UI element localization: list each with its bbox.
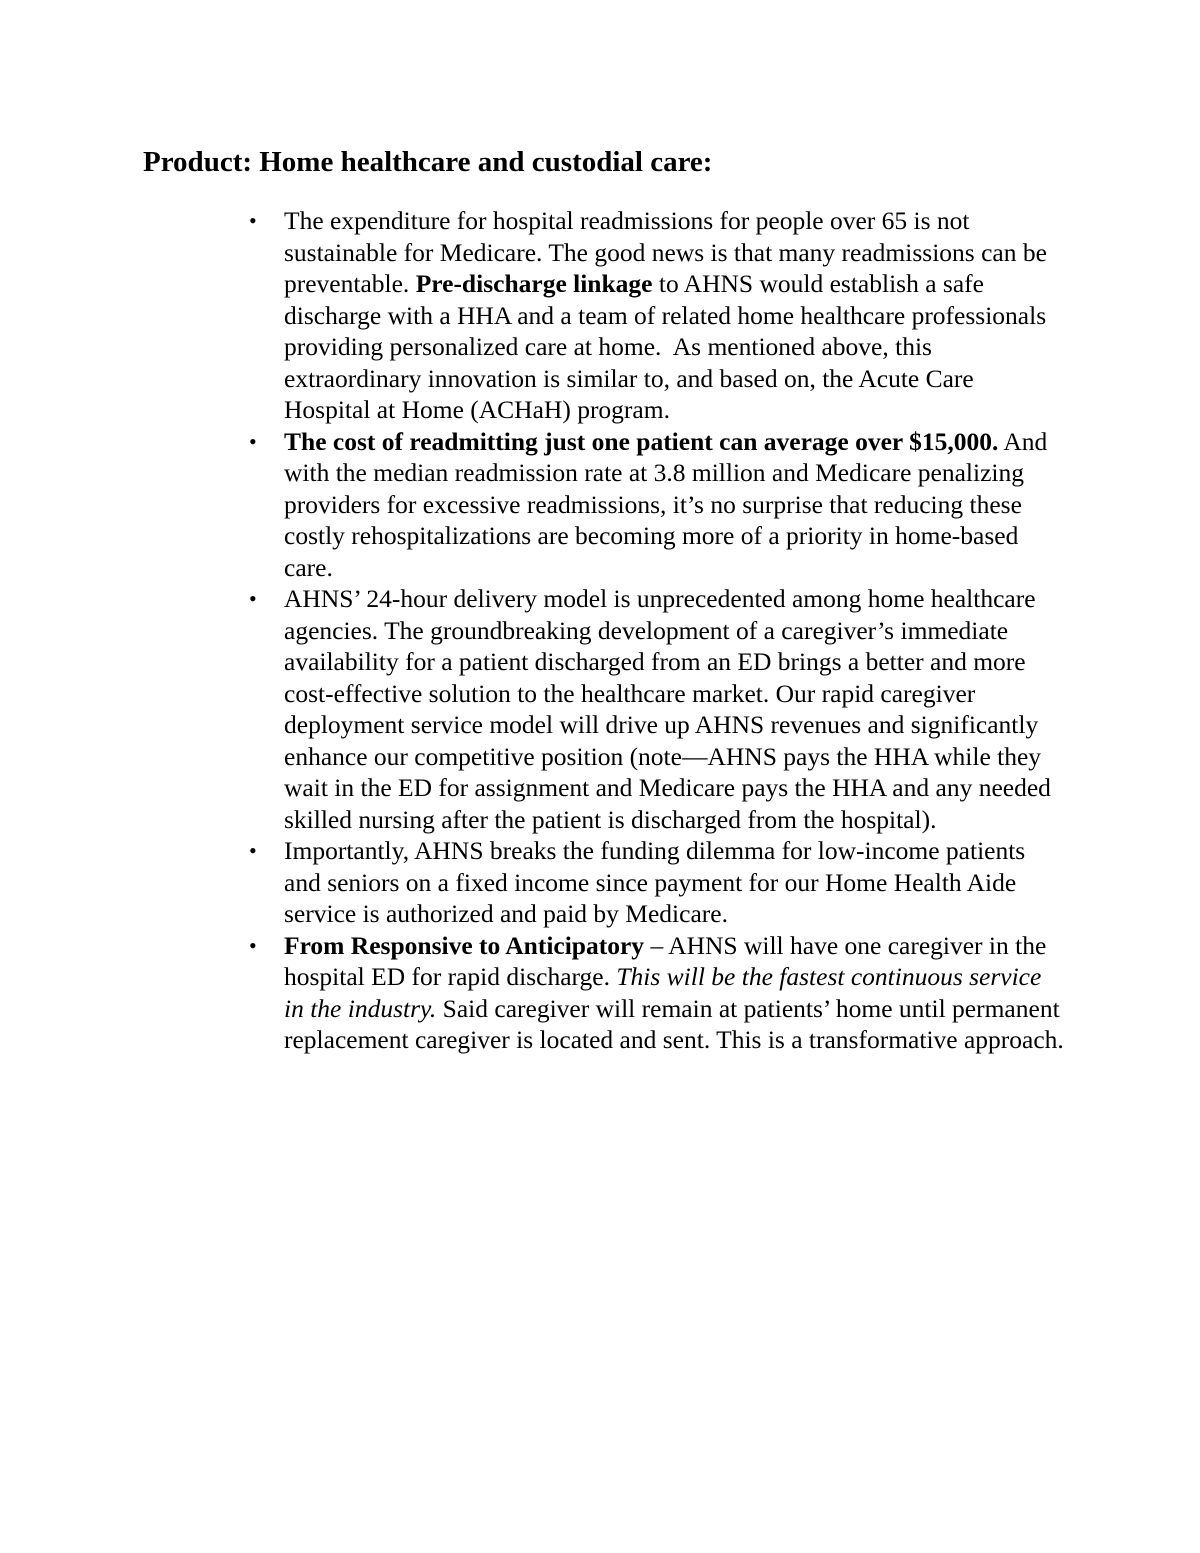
section-heading: Product: Home healthcare and custodial care: [143,146,713,178]
bullet-text [284,426,1064,584]
bullet-item-readmission-average-cost [0,426,1200,584]
bold-phrase: Pre-discharge linkage [415,269,653,298]
bullet-icon: • [249,932,257,958]
bullet-icon: • [249,586,257,611]
bold-phrase: The cost of readmitting just one patient can average over $15,000. [284,426,999,456]
bullet-item-responsive-to-anticipatory [0,930,1200,1056]
bullet-text [284,835,1064,930]
bullet-text [284,205,1064,426]
text-segment: – AHNS will have one caregiver in the hospital ED for rapid discharge. [284,930,1053,991]
bullet-item-funding-dilemma [0,835,1200,930]
bold-phrase: From Responsive to Anticipatory [284,930,645,960]
text-segment: AHNS’ 24-hour delivery model is unprecedented among home healthcare agencies. The groundbreaking development of a caregiver’s immediate availability for a patient discharged from an ED brings a better and more cost-effective solution to the healthcare market. Our rapid caregiver deployment service model will drive up AHNS revenues and significantly enhance our competitive position (note—AHNS pays the HHA while they wait in the ED for assignment and Medicare pays the HHA and any needed skilled nursing after the patient is discharged from the hospital). [284,584,1058,834]
text-segment: Said caregiver will remain at patients’ home until permanent replacement caregiver is located and sent. This is a transformative approach. [284,993,1067,1054]
bullet-text [284,930,1067,1056]
text-segment: Importantly, AHNS breaks the funding dilemma for low-income patients and seniors on a fixed income since payment for our Home Health Aide service is authorized and paid by Medicare. [284,836,1032,928]
bullet-text [284,583,1064,835]
bullet-list [0,205,1200,1056]
bullet-icon: • [249,838,257,863]
text-segment: to AHNS would establish a safe discharge with a HHA and a team of related home healthcare professionals providing personalized care at home. As mentioned above, this extraordinary innovation is similar to, and based on, the Acute Care Hospital at Home (ACHaH) program. [284,269,1053,424]
text-segment: And with the median readmission rate at 3.8 million and Medicare penalizing providers for excessive readmissions, it’s no surprise that reducing these costly rehospitalizations are becoming more of a priority in home-based care. [284,426,1054,582]
text-segment: The expenditure for hospital readmissions for people over 65 is not sustainable for Medicare. The good news is that many readmissions can be preventable. [284,206,1054,298]
bullet-item-24-hour-delivery-model [0,583,1200,835]
italic-phrase: This will be the fastest continuous service in the industry. [284,962,1048,1023]
bullet-icon: • [249,208,257,233]
bullet-item-readmission-cost-medicare [0,205,1200,426]
bullet-icon: • [249,428,257,454]
